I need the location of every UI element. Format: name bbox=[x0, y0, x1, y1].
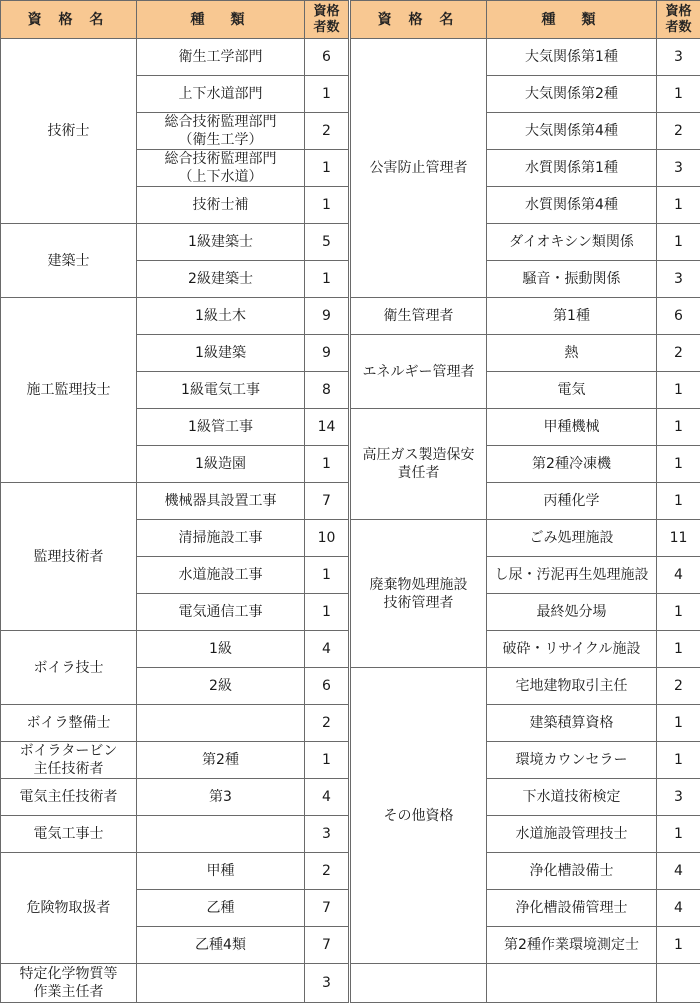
qualification-name-cell: 電気工事士 bbox=[1, 816, 137, 853]
qualification-name-cell: 技術士 bbox=[1, 39, 137, 224]
table-row bbox=[1, 705, 349, 742]
qualification-type-cell: 甲種 bbox=[137, 853, 305, 890]
qualification-name-cell: エネルギー管理者 bbox=[351, 335, 487, 409]
qualification-type-cell: 1級 bbox=[137, 631, 305, 668]
holder-count-cell: 2 bbox=[305, 705, 349, 742]
qualification-type-cell: 上下水道部門 bbox=[137, 76, 305, 113]
holder-count-cell bbox=[657, 964, 700, 1003]
qualification-type-cell: 1級電気工事 bbox=[137, 372, 305, 409]
qualification-type-cell: 大気関係第2種 bbox=[487, 76, 657, 113]
holder-count-cell: 1 bbox=[657, 187, 700, 224]
qualification-type-cell: 第3 bbox=[137, 779, 305, 816]
table-row bbox=[351, 298, 700, 335]
qualification-type-cell: 宅地建物取引主任 bbox=[487, 668, 657, 705]
table-row bbox=[1, 39, 349, 76]
holder-count-cell: 1 bbox=[657, 594, 700, 631]
qualification-type-cell: 2級建築士 bbox=[137, 261, 305, 298]
holder-count-cell: 8 bbox=[305, 372, 349, 409]
qualification-type-cell: 総合技術監理部門 （上下水道） bbox=[137, 150, 305, 187]
qualification-type-cell: 2級 bbox=[137, 668, 305, 705]
qualification-type-cell: 建築積算資格 bbox=[487, 705, 657, 742]
holder-count-cell: 4 bbox=[305, 631, 349, 668]
holder-count-cell: 1 bbox=[657, 372, 700, 409]
holder-count-cell: 5 bbox=[305, 224, 349, 261]
qualification-type-cell: 騒音・振動関係 bbox=[487, 261, 657, 298]
table-row bbox=[1, 853, 349, 890]
holder-count-cell: 1 bbox=[657, 76, 700, 113]
table-row bbox=[1, 816, 349, 853]
holder-count-cell: 4 bbox=[657, 557, 700, 594]
qualification-type-cell: 甲種機械 bbox=[487, 409, 657, 446]
table-body-left bbox=[1, 39, 349, 1003]
qualification-type-cell: 技術士補 bbox=[137, 187, 305, 224]
holder-count-cell: 7 bbox=[305, 890, 349, 927]
qualification-name-cell: 高圧ガス製造保安 責任者 bbox=[351, 409, 487, 520]
holder-count-cell: 1 bbox=[657, 816, 700, 853]
table-row bbox=[1, 631, 349, 668]
holder-count-cell: 1 bbox=[657, 705, 700, 742]
qualification-type-cell: ダイオキシン類関係 bbox=[487, 224, 657, 261]
holder-count-cell: 2 bbox=[657, 668, 700, 705]
holder-count-cell: 7 bbox=[305, 927, 349, 964]
table-row bbox=[351, 520, 700, 557]
table-row bbox=[351, 39, 700, 76]
holder-count-cell: 4 bbox=[657, 853, 700, 890]
holder-count-cell: 6 bbox=[305, 668, 349, 705]
holder-count-cell: 1 bbox=[657, 631, 700, 668]
holder-count-cell: 1 bbox=[305, 742, 349, 779]
holder-count-cell: 3 bbox=[657, 150, 700, 187]
table-row bbox=[1, 964, 349, 1003]
qualification-type-cell: 1級管工事 bbox=[137, 409, 305, 446]
qualification-type-cell: 下水道技術検定 bbox=[487, 779, 657, 816]
qualification-type-cell: 大気関係第1種 bbox=[487, 39, 657, 76]
qualification-type-cell: 1級建築 bbox=[137, 335, 305, 372]
holder-count-cell: 1 bbox=[305, 446, 349, 483]
table-row bbox=[1, 742, 349, 779]
qualification-type-cell: 乙種 bbox=[137, 890, 305, 927]
holder-count-cell: 2 bbox=[657, 335, 700, 372]
holder-count-cell: 2 bbox=[657, 113, 700, 150]
qualification-type-cell: 環境カウンセラー bbox=[487, 742, 657, 779]
holder-count-cell: 7 bbox=[305, 483, 349, 520]
qualification-type-cell bbox=[137, 964, 305, 1003]
header-qualification-name: 資 格 名 bbox=[1, 1, 137, 39]
table-body-right bbox=[351, 39, 700, 1003]
holder-count-cell: 2 bbox=[305, 853, 349, 890]
qualification-name-cell: 公害防止管理者 bbox=[351, 39, 487, 298]
holder-count-cell: 1 bbox=[657, 409, 700, 446]
qualification-type-cell: 第2種作業環境測定士 bbox=[487, 927, 657, 964]
table-row bbox=[1, 483, 349, 520]
table-row bbox=[1, 779, 349, 816]
qualification-type-cell: 丙種化学 bbox=[487, 483, 657, 520]
qualification-name-cell: ボイラタービン 主任技術者 bbox=[1, 742, 137, 779]
holder-count-cell: 3 bbox=[305, 964, 349, 1003]
holder-count-cell: 3 bbox=[657, 39, 700, 76]
holder-count-cell: 6 bbox=[657, 298, 700, 335]
qualification-type-cell: 水質関係第4種 bbox=[487, 187, 657, 224]
header-qualification-name: 資 格 名 bbox=[351, 1, 487, 39]
qualification-type-cell: し尿・汚泥再生処理施設 bbox=[487, 557, 657, 594]
qualification-name-cell: 特定化学物質等 作業主任者 bbox=[1, 964, 137, 1003]
qualification-table-left bbox=[0, 0, 349, 1003]
table-row bbox=[1, 298, 349, 335]
qualification-type-cell: 破砕・リサイクル施設 bbox=[487, 631, 657, 668]
holder-count-cell: 3 bbox=[657, 779, 700, 816]
qualification-type-cell bbox=[487, 964, 657, 1003]
qualification-type-cell: 1級造園 bbox=[137, 446, 305, 483]
qualification-type-cell: 機械器具設置工事 bbox=[137, 483, 305, 520]
qualification-type-cell: 熱 bbox=[487, 335, 657, 372]
header-count: 資格 者数 bbox=[657, 1, 700, 39]
qualification-name-cell bbox=[351, 964, 487, 1003]
qualification-type-cell: 水道施設工事 bbox=[137, 557, 305, 594]
qualification-type-cell: 第2種冷凍機 bbox=[487, 446, 657, 483]
holder-count-cell: 14 bbox=[305, 409, 349, 446]
holder-count-cell: 1 bbox=[657, 224, 700, 261]
qualification-name-cell: 電気主任技術者 bbox=[1, 779, 137, 816]
holder-count-cell: 6 bbox=[305, 39, 349, 76]
holder-count-cell: 1 bbox=[305, 594, 349, 631]
holder-count-cell: 10 bbox=[305, 520, 349, 557]
qualification-type-cell: 1級建築士 bbox=[137, 224, 305, 261]
table-row bbox=[351, 964, 700, 1003]
qualification-type-cell bbox=[137, 705, 305, 742]
table-row bbox=[1, 224, 349, 261]
qualification-name-cell: ボイラ技士 bbox=[1, 631, 137, 705]
header-type: 種 類 bbox=[487, 1, 657, 39]
qualification-type-cell: ごみ処理施設 bbox=[487, 520, 657, 557]
holder-count-cell: 11 bbox=[657, 520, 700, 557]
qualification-name-cell: 危険物取扱者 bbox=[1, 853, 137, 964]
header-row bbox=[351, 1, 700, 39]
qualification-type-cell: 衛生工学部門 bbox=[137, 39, 305, 76]
qualification-type-cell: 最終処分場 bbox=[487, 594, 657, 631]
header-row bbox=[1, 1, 349, 39]
holder-count-cell: 1 bbox=[305, 261, 349, 298]
qualification-type-cell bbox=[137, 816, 305, 853]
qualification-table-right bbox=[350, 0, 700, 1003]
qualification-name-cell: 建築士 bbox=[1, 224, 137, 298]
qualification-type-cell: 総合技術監理部門 （衛生工学） bbox=[137, 113, 305, 150]
qualification-type-cell: 第1種 bbox=[487, 298, 657, 335]
holder-count-cell: 1 bbox=[657, 446, 700, 483]
qualification-type-cell: 水道施設管理技士 bbox=[487, 816, 657, 853]
qualification-name-cell: 廃棄物処理施設 技術管理者 bbox=[351, 520, 487, 668]
qualification-type-cell: 乙種4類 bbox=[137, 927, 305, 964]
holder-count-cell: 9 bbox=[305, 298, 349, 335]
qualification-type-cell: 浄化槽設備士 bbox=[487, 853, 657, 890]
qualification-type-cell: 電気通信工事 bbox=[137, 594, 305, 631]
holder-count-cell: 1 bbox=[305, 150, 349, 187]
holder-count-cell: 9 bbox=[305, 335, 349, 372]
qualification-name-cell: 監理技術者 bbox=[1, 483, 137, 631]
qualification-type-cell: 電気 bbox=[487, 372, 657, 409]
header-type: 種 類 bbox=[137, 1, 305, 39]
qualification-name-cell: その他資格 bbox=[351, 668, 487, 964]
qualification-type-cell: 浄化槽設備管理士 bbox=[487, 890, 657, 927]
qualification-type-cell: 大気関係第4種 bbox=[487, 113, 657, 150]
qualification-type-cell: 清掃施設工事 bbox=[137, 520, 305, 557]
holder-count-cell: 2 bbox=[305, 113, 349, 150]
qualification-name-cell: ボイラ整備士 bbox=[1, 705, 137, 742]
qualification-type-cell: 水質関係第1種 bbox=[487, 150, 657, 187]
holder-count-cell: 3 bbox=[305, 816, 349, 853]
table-row bbox=[351, 409, 700, 446]
qualification-type-cell: 第2種 bbox=[137, 742, 305, 779]
header-count: 資格 者数 bbox=[305, 1, 349, 39]
holder-count-cell: 1 bbox=[657, 927, 700, 964]
qualification-name-cell: 施工監理技士 bbox=[1, 298, 137, 483]
holder-count-cell: 4 bbox=[305, 779, 349, 816]
holder-count-cell: 4 bbox=[657, 890, 700, 927]
holder-count-cell: 1 bbox=[305, 76, 349, 113]
holder-count-cell: 1 bbox=[657, 483, 700, 520]
table-row bbox=[351, 668, 700, 705]
qualification-name-cell: 衛生管理者 bbox=[351, 298, 487, 335]
holder-count-cell: 1 bbox=[305, 187, 349, 224]
holder-count-cell: 3 bbox=[657, 261, 700, 298]
holder-count-cell: 1 bbox=[305, 557, 349, 594]
table-row bbox=[351, 335, 700, 372]
holder-count-cell: 1 bbox=[657, 742, 700, 779]
qualification-type-cell: 1級土木 bbox=[137, 298, 305, 335]
